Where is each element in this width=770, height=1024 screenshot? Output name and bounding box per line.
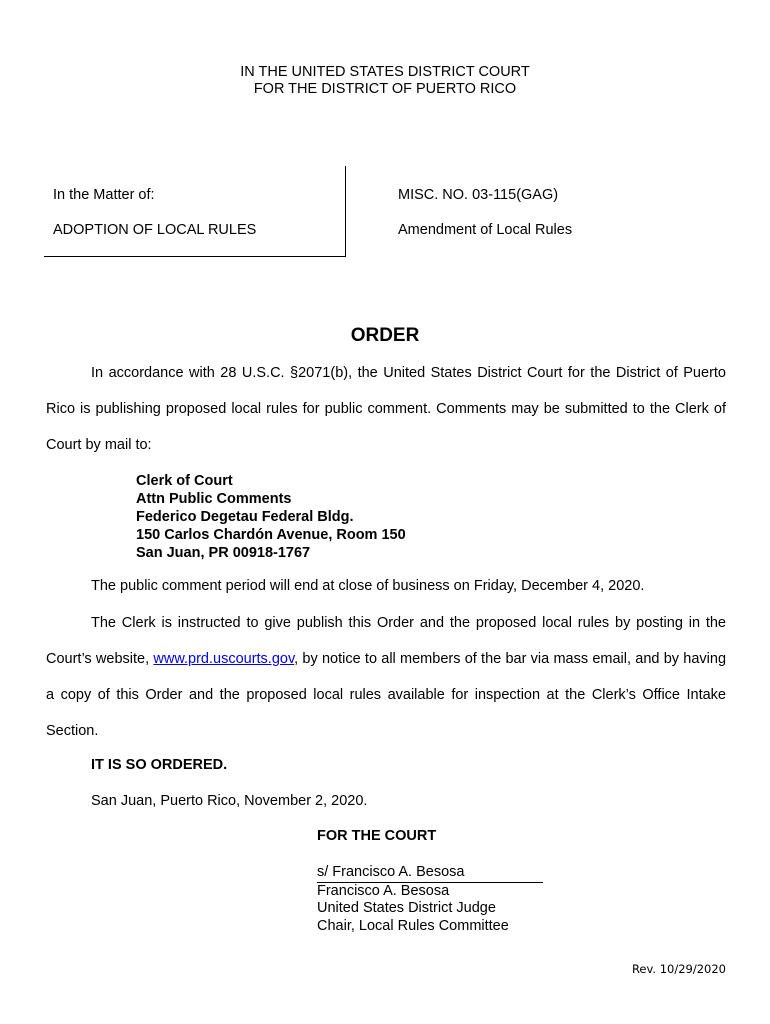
- electronic-signature: s/ Francisco A. Besosa: [317, 864, 543, 883]
- for-the-court: FOR THE COURT: [317, 828, 437, 844]
- caption-vertical-divider: [345, 166, 346, 256]
- caption-horizontal-divider: [44, 256, 346, 257]
- mailing-address: [136, 472, 406, 562]
- committee-role: Chair, Local Rules Committee: [317, 917, 509, 934]
- order-paragraph-1: In accordance with 28 U.S.C. §2071(b), the United States District Court for the District of Puerto Rico is publishing proposed local rules for public comment. Comments may be submitted to the Clerk of Court by mail to:: [46, 365, 726, 453]
- case-subject: Amendment of Local Rules: [398, 222, 573, 238]
- matter-label: In the Matter of:: [53, 187, 155, 203]
- case-number: MISC. NO. 03-115(GAG): [398, 187, 559, 203]
- order-paragraph-3: [46, 605, 726, 749]
- address-line: Clerk of Court: [136, 473, 233, 489]
- so-ordered: IT IS SO ORDERED.: [91, 757, 228, 773]
- order-title: ORDER: [350, 325, 420, 346]
- order-date-line: San Juan, Puerto Rico, November 2, 2020.: [91, 793, 368, 809]
- address-line: San Juan, PR 00918-1767: [136, 545, 311, 561]
- matter-title: ADOPTION OF LOCAL RULES: [53, 222, 257, 238]
- paragraph-3-text-end: , by notice to all members of the bar via mass email, and by having a copy of this Order and the proposed local rules available for inspection at the Clerk’s Office Intake Section.: [46, 651, 727, 739]
- judge-title: United States District Judge: [317, 900, 496, 916]
- address-line: 150 Carlos Chardón Avenue, Room 150: [136, 527, 406, 543]
- order-paragraph-2: The public comment period will end at close of business on Friday, December 4, 2020.: [91, 578, 645, 594]
- address-line: Attn Public Comments: [136, 491, 292, 507]
- court-header: [0, 64, 770, 98]
- court-header-line-1: IN THE UNITED STATES DISTRICT COURT: [240, 64, 530, 80]
- paragraph-3-text-start: The Clerk is instructed to give publish this Order and the proposed local rules by posting in the Court’s website,: [46, 615, 726, 667]
- signature-block: [317, 864, 543, 935]
- court-header-line-2: FOR THE DISTRICT OF PUERTO RICO: [253, 81, 517, 97]
- court-website-link[interactable]: www.prd.uscourts.gov: [153, 651, 295, 667]
- revision-date: Rev. 10/29/2020: [631, 962, 726, 976]
- address-line: Federico Degetau Federal Bldg.: [136, 509, 354, 525]
- judge-name: Francisco A. Besosa: [317, 882, 450, 899]
